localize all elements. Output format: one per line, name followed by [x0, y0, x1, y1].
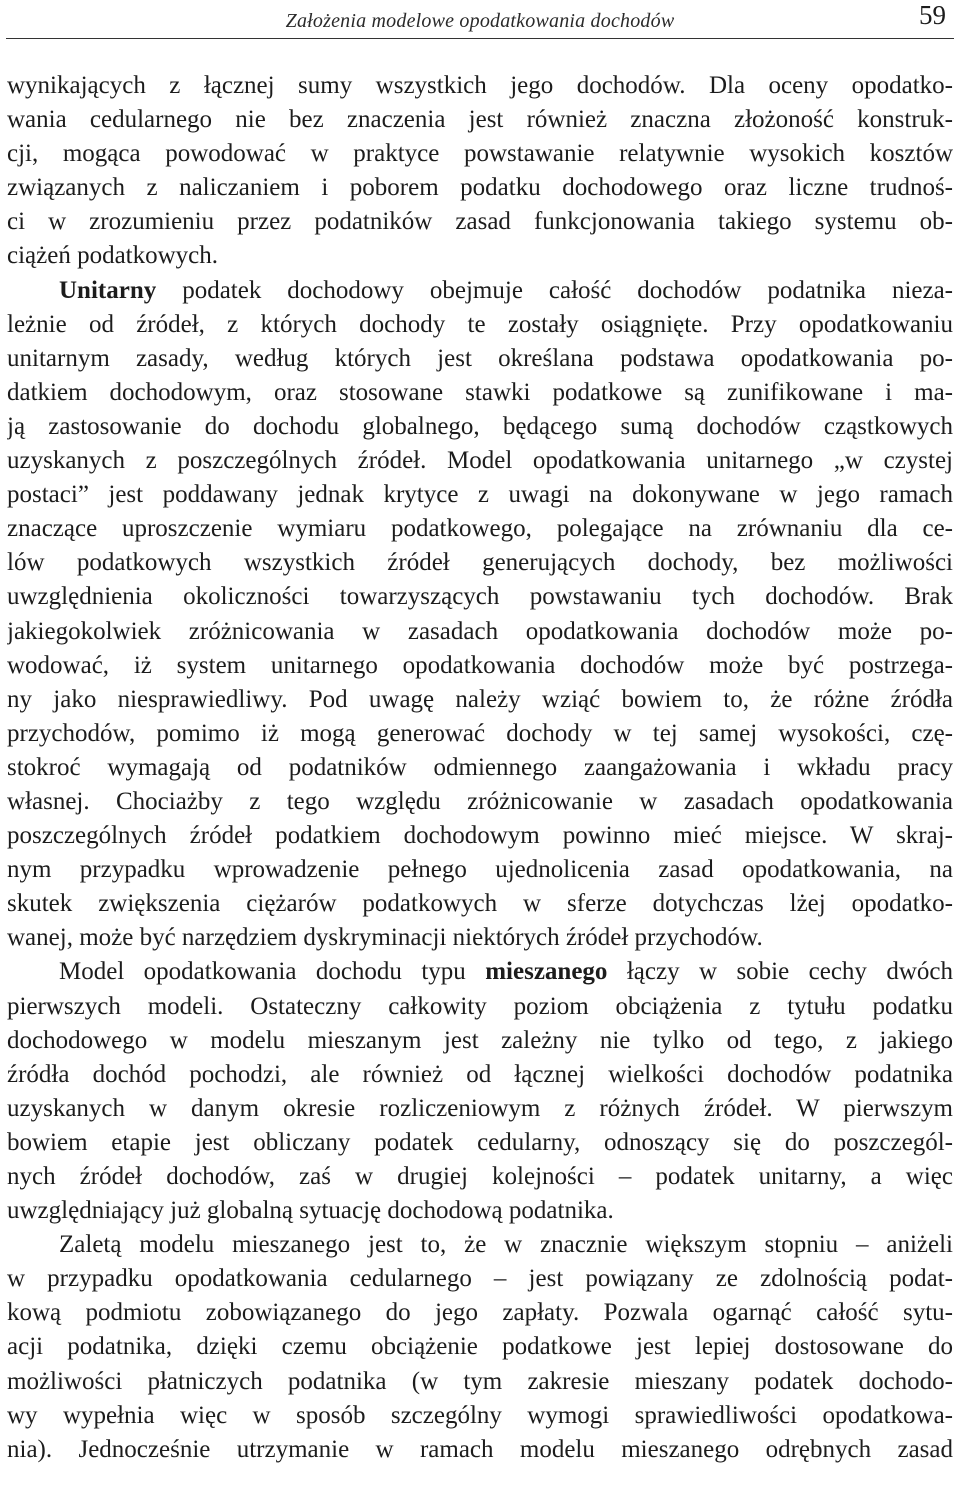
text-line: [7, 103, 953, 137]
text-line: [7, 512, 953, 546]
text-line: [7, 580, 953, 614]
line-text: uzyskanych z poszczególnych źródeł. Model opodatkowania unitarnego „w czystej: [7, 447, 953, 475]
text-line: [7, 955, 953, 989]
text-line: [7, 1126, 953, 1160]
text-line: [7, 1365, 953, 1399]
line-text: datkiem dochodowym, oraz stosowane stawki podatkowe są zunifikowane i ma-: [7, 378, 953, 406]
line-text: ją zastosowanie do dochodu globalnego, będącego sumą dochodów cząstkowych: [7, 412, 953, 440]
text-line: [7, 171, 953, 205]
line-text: nych źródeł dochodów, zaś w drugiej kolejności – podatek unitarny, a więc: [7, 1163, 953, 1190]
line-text: jakiegokolwiek zróżnicowania w zasadach opodatkowania dochodów może po-: [7, 617, 953, 645]
text-line: [7, 1194, 953, 1228]
line-text: podatek dochodowy obejmuje całość dochodów podatnika nieza-: [156, 276, 953, 304]
running-head: [6, 0, 954, 36]
line-text: Model opodatkowania dochodu typu: [59, 958, 486, 986]
line-text: wanej, może być narzędziem dyskryminacji niektórych źródeł przychodów.: [7, 924, 763, 952]
text-line: [7, 205, 953, 239]
text-line: [7, 1092, 953, 1126]
text-line: [7, 1433, 953, 1467]
line-text: związanych z naliczaniem i poborem podatku dochodowego oraz liczne trudnoś-: [7, 174, 953, 202]
text-line: [7, 1024, 953, 1058]
text-line: [7, 1330, 953, 1364]
line-text: w przypadku opodatkowania cedularnego – jest powiązany ze zdolnością podat-: [7, 1265, 953, 1293]
line-text: możliwości płatniczych podatnika (w tym zakresie mieszany podatek dochodo-: [7, 1367, 953, 1395]
text-line: [7, 137, 953, 171]
text-line: [7, 615, 953, 649]
text-line: [7, 785, 953, 819]
line-text: Zaletą modelu mieszanego jest to, że w znacznie większym stopniu – aniżeli: [59, 1231, 953, 1259]
text-line: [7, 990, 953, 1024]
page-number: 59: [919, 0, 946, 30]
line-text: nym przypadku wprowadzenie pełnego ujednolicenia zasad opodatkowania, na: [7, 856, 953, 884]
text-line: [7, 274, 953, 308]
bold-term: mieszanego: [485, 958, 608, 986]
text-line: [7, 444, 953, 478]
line-text: kową podmiotu zobowiązanego do jego zapłaty. Pozwala ogarnąć całość sytu-: [7, 1299, 953, 1327]
text-line: [7, 887, 953, 921]
text-line: [7, 546, 953, 580]
line-text: leżnie od źródeł, z których dochody te zostały osiągnięte. Przy opodatkowaniu: [7, 310, 953, 338]
line-text: postaci” jest poddawany jednak krytyce z uwagi na dokonywane w jego ramach: [7, 481, 953, 509]
line-text: uwzględnienia okoliczności towarzyszących powstawaniu tych dochodów. Brak: [7, 583, 953, 611]
line-text: skutek zwiększenia ciężarów podatkowych w sferze dotychczas lżej opodatko-: [7, 890, 953, 918]
line-text: wynikających z łącznej sumy wszystkich jego dochodów. Dla oceny opodatko-: [7, 72, 953, 99]
text-line: [7, 683, 953, 717]
line-text: acji podatnika, dzięki czemu obciążenie podatkowe jest lepiej dostosowane do: [7, 1333, 953, 1361]
text-line: [7, 376, 953, 410]
paragraph: [7, 955, 953, 1228]
line-text: źródła dochód pochodzi, ale również od łącznej wielkości dochodów podatnika: [7, 1060, 953, 1088]
line-text: ci w zrozumieniu przez podatników zasad funkcjonowania takiego systemu ob-: [7, 208, 953, 236]
text-line: [7, 1262, 953, 1296]
paragraph: [7, 1228, 953, 1467]
line-text: znaczące uproszczenie wymiaru podatkowego, polegające na zrównaniu dla ce-: [7, 515, 953, 543]
line-text: stokroć wymagają od podatników odmiennego zaangażowania i wkładu pracy: [7, 753, 953, 781]
text-line: [7, 478, 953, 512]
running-title: Założenia modelowe opodatkowania dochodów: [285, 10, 675, 32]
paragraph: [7, 69, 953, 274]
text-line: [7, 1296, 953, 1330]
header-rule: [6, 38, 954, 39]
line-text: wy wypełnia więc w sposób szczególny wymogi sprawiedliwości opodatkowa-: [7, 1401, 953, 1429]
text-line: [7, 921, 953, 955]
text-line: [7, 69, 953, 103]
bold-term: Unitarny: [59, 276, 157, 304]
line-text: przychodów, pomimo iż mogą generować dochody w tej samej wysokości, czę-: [7, 719, 953, 747]
line-text: ny jako niesprawiedliwy. Pod uwagę należy wziąć bowiem to, że różne źródła: [7, 685, 953, 713]
line-text: dochodowego w modelu mieszanym jest zależny nie tylko od tego, z jakiego: [7, 1026, 953, 1054]
text-line: [7, 1160, 953, 1194]
line-text: nia). Jednocześnie utrzymanie w ramach modelu mieszanego odrębnych zasad: [7, 1435, 953, 1463]
line-text: lów podatkowych wszystkich źródeł generujących dochody, bez możliwości: [7, 549, 953, 577]
paragraph: [7, 274, 953, 956]
line-text: uwzględniający już globalną sytuację dochodową podatnika.: [7, 1197, 614, 1225]
text-line: [7, 239, 953, 273]
text-line: [7, 342, 953, 376]
text-line: [7, 853, 953, 887]
line-text: uzyskanych w danym okresie rozliczeniowym z różnych źródeł. W pierwszym: [7, 1094, 953, 1122]
line-text: własnej. Chociażby z tego względu zróżnicowanie w zasadach opodatkowania: [7, 787, 953, 815]
line-text: ciążeń podatkowych.: [7, 242, 219, 270]
line-text: unitarnym zasady, według których jest określana podstawa opodatkowania po-: [7, 344, 953, 372]
body-text: [7, 69, 953, 1467]
text-line: [7, 819, 953, 853]
line-text: poszczególnych źródeł podatkiem dochodowym powinno mieć miejsce. W skraj-: [7, 822, 953, 850]
line-text: cji, mogąca powodować w praktyce powstawanie relatywnie wysokich kosztów: [7, 140, 953, 168]
text-line: [7, 308, 953, 342]
text-line: [7, 717, 953, 751]
text-line: [7, 1228, 953, 1262]
text-line: [7, 649, 953, 683]
line-text: wodować, iż system unitarnego opodatkowania dochodów może być postrzega-: [7, 651, 953, 679]
text-line: [7, 1399, 953, 1433]
text-line: [7, 751, 953, 785]
text-line: [7, 410, 953, 444]
line-text: łączy w sobie cechy dwóch: [607, 958, 953, 986]
text-line: [7, 1058, 953, 1092]
line-text: wania cedularnego nie bez znaczenia jest również znaczna złożoność konstruk-: [7, 106, 953, 134]
line-text: pierwszych modeli. Ostateczny całkowity poziom obciążenia z tytułu podatku: [7, 992, 953, 1020]
line-text: bowiem etapie jest obliczany podatek cedularny, odnoszący się do poszczegól-: [7, 1128, 953, 1156]
